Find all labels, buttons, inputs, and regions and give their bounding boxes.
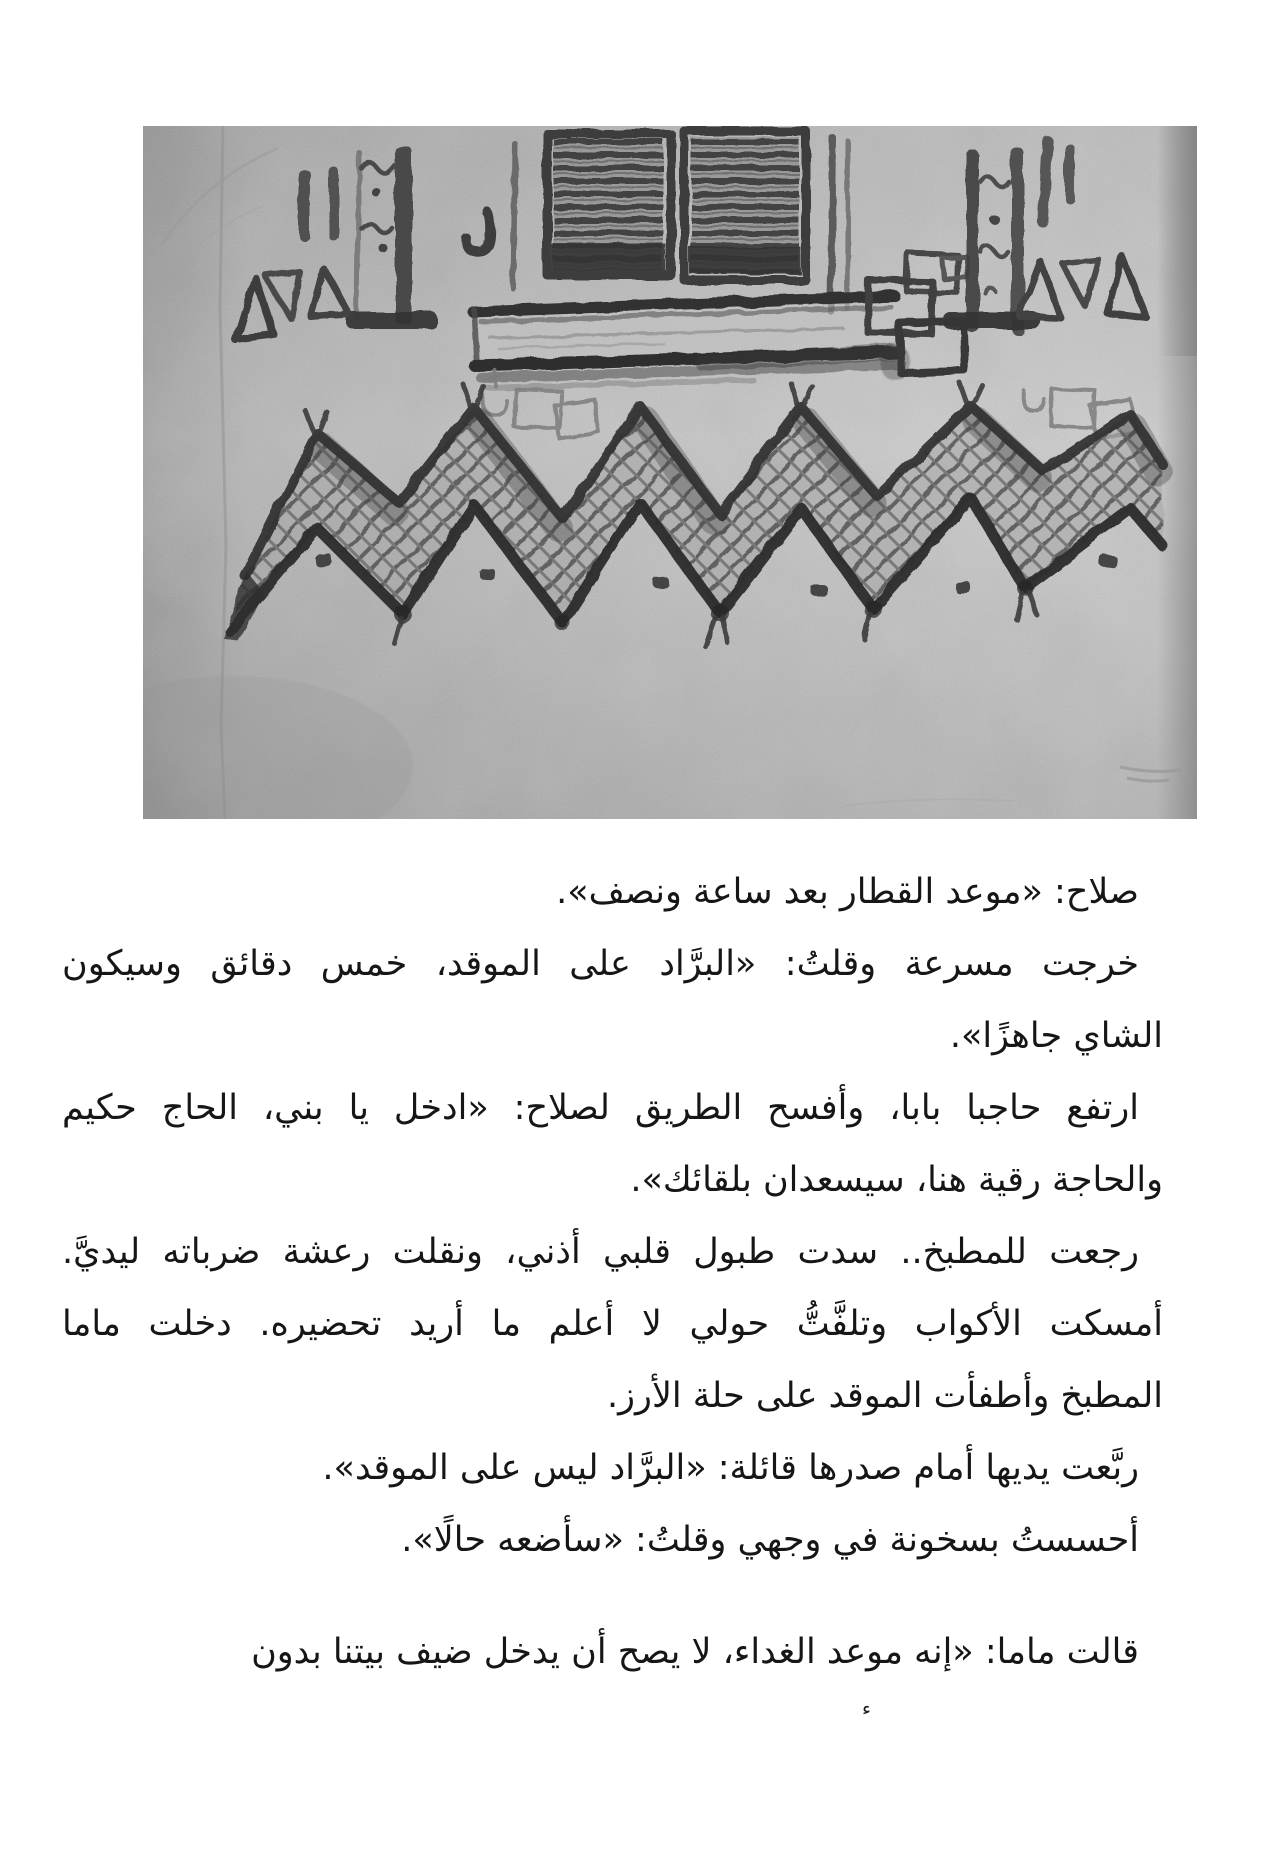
story-paragraph (62, 1216, 1163, 1432)
story-text (62, 856, 1163, 1688)
story-line: أمسكت الأكواب وتلفَّتُّ حولي لا أعلم ما أريد تحضيره. دخلت ماما (62, 1304, 1163, 1344)
charcoal-wall-drawing-photo (143, 126, 1197, 819)
hatched-window-right (684, 131, 806, 280)
story-paragraph (62, 856, 1163, 928)
thin-post-left (513, 144, 515, 288)
story-line: والحاجة رقية هنا، سيسعدان بلقائك». (630, 1160, 1163, 1200)
story-line: ارتفع حاجبا بابا، وأفسح الطريق لصلاح: «ادخل يا بني، الحاج حكيم (62, 1088, 1139, 1128)
hatched-window-left (547, 134, 671, 275)
story-line: المطبخ وأطفأت الموقد على حلة الأرز. (607, 1376, 1163, 1416)
story-line: قالت ماما: «إنه موعد الغداء، لا يصح أن يدخل ضيف بيتنا بدون (251, 1632, 1139, 1672)
story-paragraph (62, 928, 1163, 1072)
story-line: ربَّعت يديها أمام صدرها قائلة: «البرَّاد ليس على الموقد». (322, 1448, 1139, 1488)
story-paragraph (62, 1616, 1163, 1688)
stray-ink-mark: ء (862, 1698, 871, 1720)
story-line: الشاي جاهزًا». (949, 1016, 1163, 1056)
story-paragraph (62, 1504, 1163, 1576)
story-line: خرجت مسرعة وقلتُ: «البرَّاد على الموقد، خمس دقائق وسيكون (62, 944, 1139, 984)
story-line: صلاح: «موعد القطار بعد ساعة ونصف». (556, 872, 1139, 912)
story-line: رجعت للمطبخ.. سدت طبول قلبي أذني، ونقلت رعشة ضرباته ليديَّ. (62, 1232, 1139, 1272)
story-paragraph (62, 1072, 1163, 1216)
story-paragraph (62, 1432, 1163, 1504)
story-line: أحسستُ بسخونة في وجهي وقلتُ: «سأضعه حالًا». (401, 1520, 1139, 1560)
